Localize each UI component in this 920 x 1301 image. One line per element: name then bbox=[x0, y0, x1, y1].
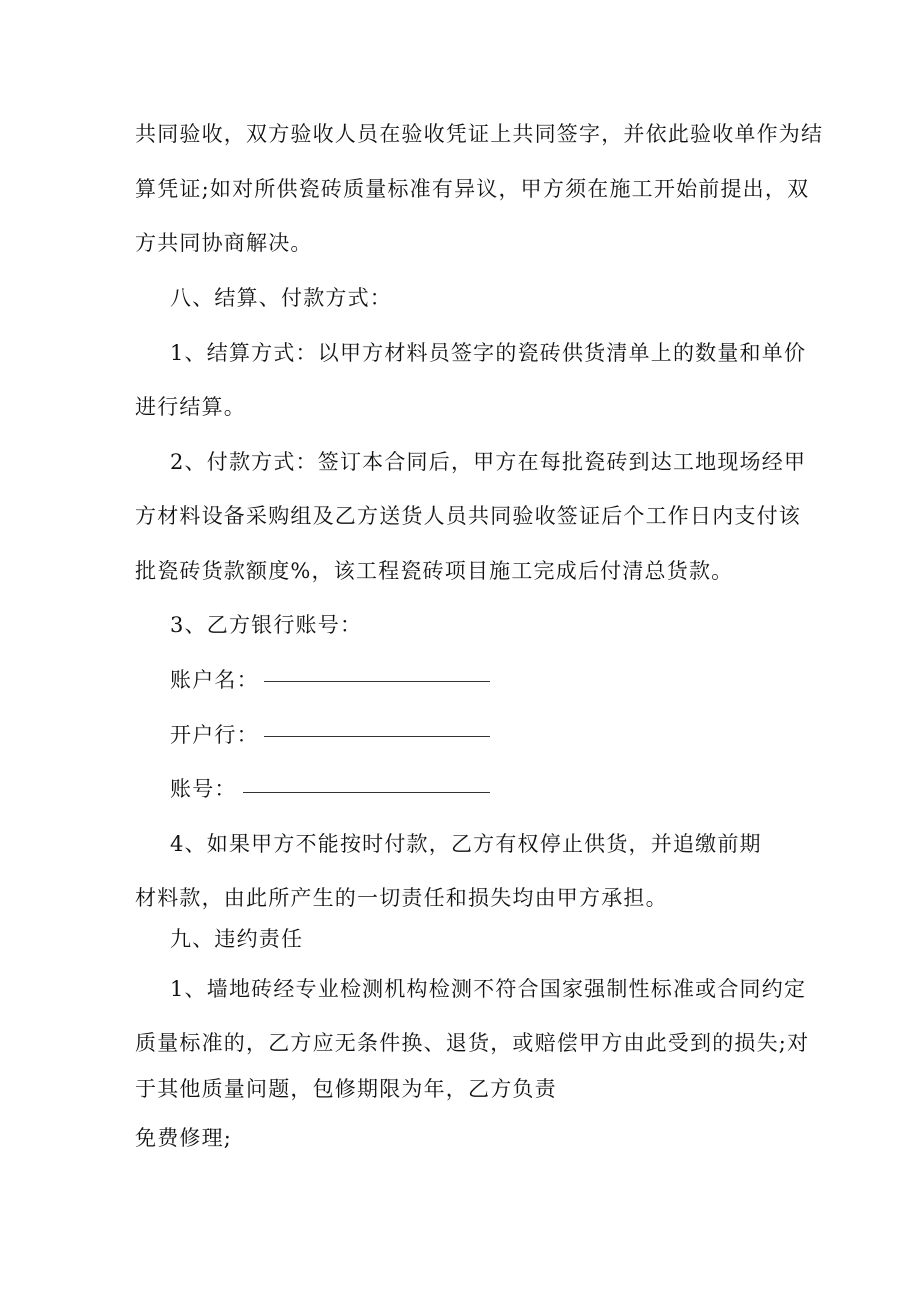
text-line: 批瓷砖货款额度%，该工程瓷砖项目施工完成后付清总货款。 bbox=[135, 559, 734, 583]
text-line: 进行结算。 bbox=[135, 395, 246, 419]
text-line: 3、乙方银行账号： bbox=[170, 613, 363, 637]
bank-label: 开户行： bbox=[170, 723, 259, 747]
text-line: 4、如果甲方不能按时付款，乙方有权停止供货，并追缴前期 bbox=[170, 832, 762, 856]
section-heading: 八、结算、付款方式： bbox=[170, 286, 392, 310]
text-line: 免费修理; bbox=[135, 1126, 233, 1150]
bank-blank bbox=[264, 736, 490, 737]
text-line: 2、付款方式：签订本合同后，甲方在每批瓷砖到达工地现场经甲 bbox=[170, 450, 807, 474]
section-heading: 九、违约责任 bbox=[170, 927, 304, 951]
text-line: 质量标准的，乙方应无条件换、退货，或赔偿甲方由此受到的损失;对 bbox=[135, 1031, 810, 1055]
text-line: 材料款，由此所产生的一切责任和损失均由甲方承担。 bbox=[135, 886, 668, 910]
text-line: 1、结算方式：以甲方材料员签字的瓷砖供货清单上的数量和单价 bbox=[170, 341, 807, 365]
account-name-blank bbox=[264, 681, 490, 682]
text-line: 算凭证;如对所供瓷砖质量标准有异议，甲方须在施工开始前提出，双 bbox=[135, 177, 810, 201]
text-line: 于其他质量问题，包修期限为年，乙方负责 bbox=[135, 1077, 557, 1101]
text-line: 方共同协商解决。 bbox=[135, 231, 313, 255]
account-number-blank bbox=[243, 792, 490, 793]
text-line: 共同验收，双方验收人员在验收凭证上共同签字，并依此验收单作为结 bbox=[135, 122, 824, 146]
account-name-label: 账户名： bbox=[170, 668, 259, 692]
text-line: 方材料设备采购组及乙方送货人员共同验收签证后个工作日内支付该 bbox=[135, 504, 801, 528]
account-number-label: 账号： bbox=[170, 777, 237, 801]
text-line: 1、墙地砖经专业检测机构检测不符合国家强制性标准或合同约定 bbox=[170, 977, 807, 1001]
